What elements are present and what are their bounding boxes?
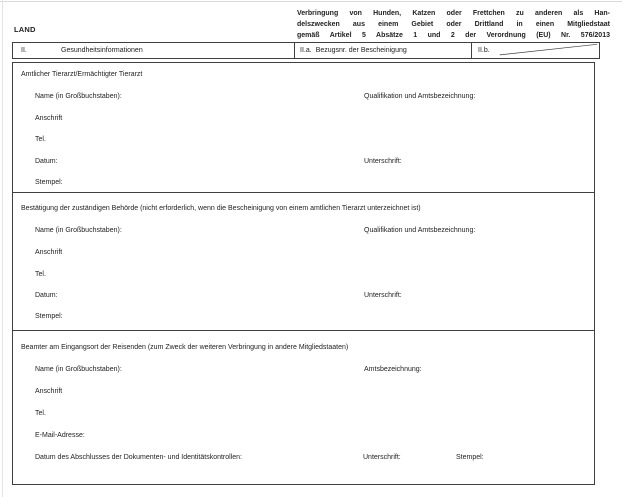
ref-label: Bezugsnr. der Bescheinigung xyxy=(315,47,407,54)
tel-label: Tel. xyxy=(35,410,46,417)
signature-label: Unterschrift: xyxy=(364,292,402,299)
section-heading: Bestätigung der zuständigen Behörde (nicht erforderlich, wenn die Bescheinigung von einem amtlichen Tierarzt unterzeichnet ist) xyxy=(21,205,421,212)
date-label: Datum: xyxy=(35,158,58,165)
signature-label: Unterschrift: xyxy=(363,454,401,461)
section-heading: Amtlicher Tierarzt/Ermächtigter Tierarzt xyxy=(21,71,143,78)
regulation-header-line: gemäß Artikel 5 Absätze 1 und 2 der Verordnung (EU) Nr. 576/2013 xyxy=(297,32,610,39)
section-heading: Beamter am Eingangsort der Reisenden (zum Zweck der weiteren Verbringung in andere Mitgliedstaaten) xyxy=(21,344,349,351)
qualification-label: Qualifikation und Amtsbezeichnung: xyxy=(364,227,476,234)
regulation-header-line: delszwecken aus einem Gebiet oder Drittland in einen Mitgliedstaat xyxy=(297,21,610,28)
official-title-label: Amtsbezeichnung: xyxy=(364,366,422,373)
address-label: Anschrift xyxy=(35,249,63,256)
name-label: Name (in Großbuchstaben): xyxy=(35,366,122,373)
section-competent-authority xyxy=(13,193,594,331)
stamp-label: Stempel: xyxy=(35,179,63,186)
tel-label: Tel. xyxy=(35,271,46,278)
stamp-label: Stempel: xyxy=(456,454,484,461)
email-label: E-Mail-Adresse: xyxy=(35,432,85,439)
scan-edge-left xyxy=(2,0,3,497)
health-information-box xyxy=(12,62,595,485)
address-label: Anschrift xyxy=(35,388,63,395)
tel-label: Tel. xyxy=(35,136,46,143)
diagonal-strikethrough-line xyxy=(472,43,599,58)
name-label: Name (in Großbuchstaben): xyxy=(35,227,122,234)
part-header-row xyxy=(12,42,600,59)
name-label: Name (in Großbuchstaben): xyxy=(35,93,122,100)
country-label: LAND xyxy=(14,25,36,34)
section-entry-point-official xyxy=(13,331,594,484)
local-ref-cell xyxy=(472,42,600,59)
stamp-label: Stempel: xyxy=(35,313,63,320)
qualification-label: Qualifikation und Amtsbezeichnung: xyxy=(364,93,476,100)
ref-number: II.a. xyxy=(300,47,312,54)
address-label: Anschrift xyxy=(35,115,63,122)
date-label: Datum: xyxy=(35,292,58,299)
section-official-vet xyxy=(13,63,594,193)
checks-date-label: Datum des Abschlusses der Dokumenten- und Identitätskontrollen: xyxy=(35,454,243,461)
certificate-ref-cell xyxy=(295,42,472,59)
part-title-cell xyxy=(12,42,295,59)
scan-edge-top xyxy=(0,1,622,2)
part-number: II. xyxy=(21,47,27,54)
signature-label: Unterschrift: xyxy=(364,158,402,165)
local-ref-number: II.b. xyxy=(478,47,490,54)
part-title: Gesundheitsinformationen xyxy=(61,47,143,54)
regulation-header xyxy=(297,8,610,41)
regulation-header-line: Verbringung von Hunden, Katzen oder Frettchen zu anderen als Han- xyxy=(297,10,610,17)
